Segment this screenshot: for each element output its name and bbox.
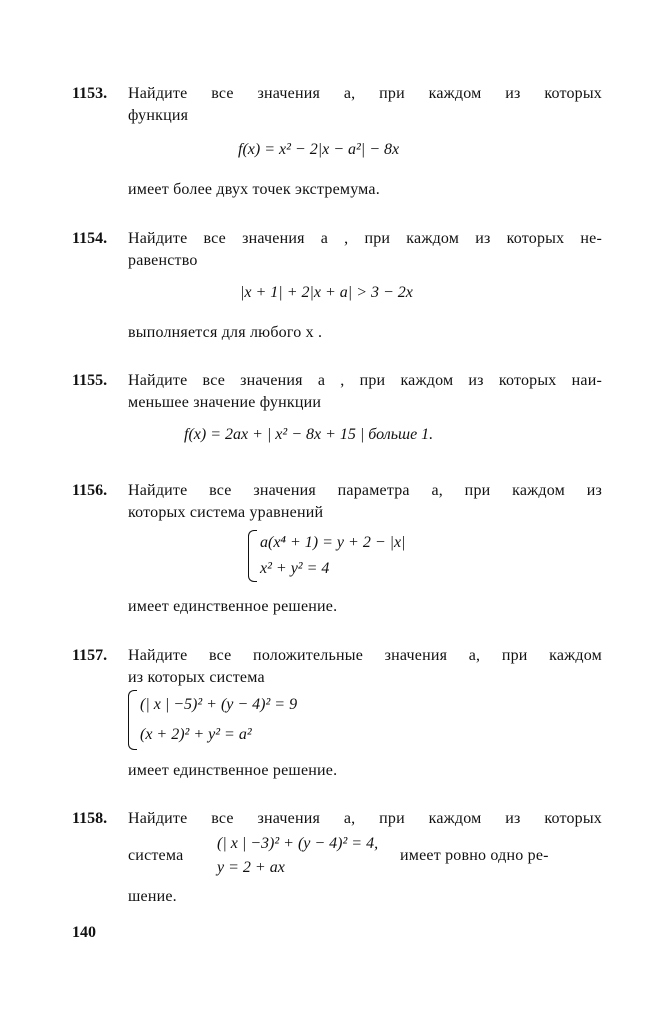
equation-system-1158 <box>205 832 378 880</box>
problem-number: 1154. <box>72 230 108 247</box>
page-number: 140 <box>72 924 96 941</box>
problem-number: 1153. <box>72 85 108 102</box>
equation-system-1157 <box>128 690 297 750</box>
problem-text-line: шение. <box>128 888 177 905</box>
equation-line: (x + 2)² + y² = a² <box>140 726 252 743</box>
problem-text-line: которых система уравнений <box>128 504 324 521</box>
problem-number: 1155. <box>72 372 108 389</box>
problem-1155 <box>72 370 602 414</box>
problem-text-line: Найдите все значения a, при каждом из которых <box>128 85 602 102</box>
problem-1157 <box>72 645 602 689</box>
problem-text-line: Найдите все значения a , при каждом из которых наи- <box>128 372 602 389</box>
problem-text-line: Найдите все значения a, при каждом из которых <box>128 810 602 827</box>
formula-1153: f(x) = x² − 2|x − a²| − 8x <box>238 141 400 158</box>
problem-text-line: имеет более двух точек экстремума. <box>128 181 380 198</box>
problem-1158 <box>72 808 602 830</box>
problem-text-line: из которых система <box>128 669 265 686</box>
equation-line: (| x | −5)² + (y − 4)² = 9 <box>140 696 298 713</box>
problem-1156 <box>72 480 602 524</box>
equation-line: y = 2 + ax <box>217 859 285 876</box>
problem-text-line: система <box>128 847 184 864</box>
problem-text-line: выполняется для любого x . <box>128 324 323 341</box>
problem-text-line: Найдите все положительные значения a, при каждом <box>128 647 602 664</box>
problem-text-line: функция <box>128 107 189 124</box>
brace <box>248 530 257 582</box>
equation-line: x² + y² = 4 <box>260 560 330 577</box>
problem-text-line: меньшее значение функции <box>128 394 322 411</box>
problem-number: 1158. <box>72 810 108 827</box>
problem-number: 1156. <box>72 482 108 499</box>
formula-1154: |x + 1| + 2|x + a| > 3 − 2x <box>240 284 413 301</box>
problem-text-line: Найдите все значения a , при каждом из которых не- <box>128 230 602 247</box>
problem-1153 <box>72 83 602 127</box>
problem-text-line: Найдите все значения параметра а, при каждом из <box>128 482 602 499</box>
brace <box>128 690 137 750</box>
problem-1154 <box>72 228 602 272</box>
problem-text-line: имеет ровно одно ре- <box>400 847 549 864</box>
equation-system-1156 <box>248 530 406 582</box>
equation-line: (| x | −3)² + (y − 4)² = 4, <box>217 835 379 852</box>
problem-text-line: имеет единственное решение. <box>128 598 338 615</box>
problem-text-line: равенство <box>128 252 198 269</box>
formula-1155: f(x) = 2ax + | x² − 8x + 15 | больше 1. <box>184 426 434 443</box>
problem-number: 1157. <box>72 647 108 664</box>
equation-line: a(x⁴ + 1) = y + 2 − |x| <box>260 534 406 551</box>
problem-text-line: имеет единственное решение. <box>128 762 338 779</box>
